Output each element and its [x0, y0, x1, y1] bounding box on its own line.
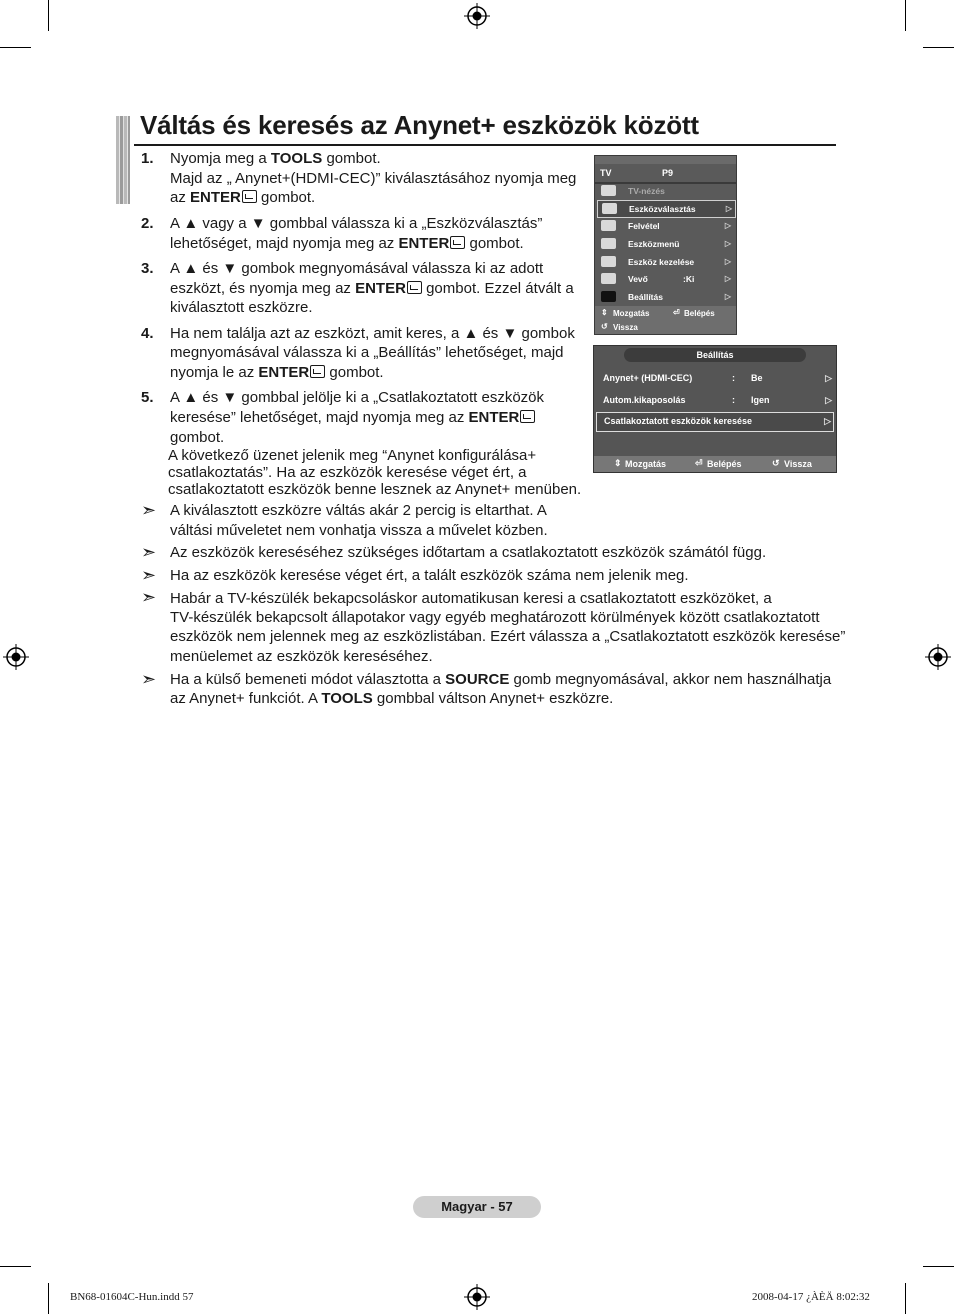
step-1-line: Nyomja meg a TOOLS gombot. — [170, 150, 381, 167]
step-5-extra-line: csatlakoztatás”. Ha az eszközök keresése véget ért, a — [168, 464, 527, 481]
crop-mark — [0, 47, 31, 48]
crop-mark — [48, 1283, 49, 1314]
step-number: 1. — [141, 150, 154, 167]
setup-menu-header: Beállítás — [624, 348, 806, 362]
menu-item-setup[interactable]: Beállítás ▷ — [597, 289, 734, 305]
arrow-right-icon: ▷ — [724, 257, 731, 266]
step-5-line: A ▲ és ▼ gombbal jelölje ki a „Csatlakoztatott eszközök — [170, 389, 545, 406]
move-icon: ⇕ — [614, 458, 622, 468]
menu-item-device-control[interactable]: Eszköz kezelése ▷ — [597, 254, 734, 270]
note-arrow-icon: ➣ — [141, 669, 157, 689]
move-icon: ⇕ — [601, 308, 608, 317]
step-5-line: keresése” lehetőséget, majd nyomja meg az ENTER — [170, 408, 535, 428]
registration-mark-icon — [925, 644, 951, 670]
menu-item-receiver[interactable]: Vevő :Ki ▷ — [597, 271, 734, 287]
setup-row-label: Anynet+ (HDMI-CEC) — [603, 373, 693, 383]
menu-item-tv: TV-nézés — [597, 183, 734, 199]
enter-icon: ⏎ — [695, 458, 703, 468]
page-number-badge: Magyar - 57 — [413, 1196, 541, 1218]
setup-row-label: Autom.kikaposolás — [603, 395, 686, 405]
arrow-right-icon: ▷ — [825, 395, 832, 405]
enter-icon — [242, 190, 257, 203]
title-decoration — [116, 116, 130, 204]
menu-top-strip — [595, 156, 736, 164]
enter-icon — [450, 236, 465, 249]
step-5-extra-line: csatlakoztatott eszközök benne lesznek az Anynet+ menüben. — [168, 481, 582, 498]
crop-mark — [923, 47, 954, 48]
crop-mark — [905, 0, 906, 31]
menu-item-device-menu[interactable]: Eszközmenü ▷ — [597, 236, 734, 252]
setup-menu-footer: ⇕ Mozgatás ⏎ Belépés ↺ Vissza — [594, 456, 836, 472]
crop-mark — [0, 1266, 31, 1267]
note-arrow-icon: ➣ — [141, 565, 157, 585]
step-5-line: gombot. — [170, 429, 225, 446]
arrow-right-icon: ▷ — [724, 239, 731, 248]
step-number: 4. — [141, 325, 154, 342]
crop-mark — [48, 0, 49, 31]
note-line: Habár a TV-készülék bekapcsoláskor automatikusan keresi a csatlakoztatott eszközöket, a — [170, 590, 772, 607]
menu-tv-label: TV — [600, 168, 612, 178]
arrow-right-icon: ▷ — [825, 373, 832, 383]
note-arrow-icon: ➣ — [141, 587, 157, 607]
step-2-line: A ▲ vagy a ▼ gombbal válassza ki a „Eszközválasztás” — [170, 215, 543, 232]
note-arrow-icon: ➣ — [141, 542, 157, 562]
arrow-right-icon: ▷ — [724, 274, 731, 283]
arrow-right-icon: ▷ — [725, 204, 732, 213]
registration-mark-icon — [3, 644, 29, 670]
control-icon — [601, 256, 616, 267]
step-2-line: lehetőséget, majd nyomja meg az ENTER gombot. — [170, 235, 524, 252]
enter-icon — [310, 365, 325, 378]
note-line: eszközök nem jelennek meg az eszközlistában. Ezért válassza a „Csatlakoztatott eszközök keresése” — [170, 628, 846, 645]
note-line: váltási műveletet nem vonhatja vissza a művelet közben. — [170, 522, 548, 539]
print-file-info: BN68-01604C-Hun.indd 57 — [70, 1291, 194, 1303]
menu-icon — [601, 238, 616, 249]
device-icon — [602, 203, 617, 214]
page-title: Váltás és keresés az Anynet+ eszközök között — [140, 110, 699, 140]
gear-icon — [601, 291, 616, 302]
arrow-right-icon: ▷ — [724, 292, 731, 301]
step-number: 5. — [141, 389, 154, 406]
enter-icon — [520, 410, 535, 423]
menu-footer: ⇕ Mozgatás ⏎ Belépés ↺ Vissza — [595, 306, 736, 334]
step-5-extra-line: A következő üzenet jelenik meg “Anynet konfigurálása+ — [168, 447, 537, 464]
arrow-right-icon: ▷ — [724, 221, 731, 230]
note-line: Ha a külső bemeneti módot választotta a SOURCE gomb megnyomásával, akkor nem használhatja — [170, 671, 832, 688]
step-4-line: megnyomásával válassza ki a „Beállítás” lehetőséget, majd — [170, 344, 564, 361]
registration-mark-icon — [464, 1284, 490, 1310]
step-3-line: eszközt, és nyomja meg az ENTER gombot. Ezzel átvált a — [170, 280, 574, 297]
note-line: Az eszközök kereséséhez szükséges időtartam a csatlakoztatott eszközök számától függ. — [170, 544, 767, 561]
menu-channel: P9 — [662, 168, 674, 178]
step-number: 3. — [141, 260, 154, 277]
crop-mark — [923, 1266, 954, 1267]
step-number: 2. — [141, 215, 154, 232]
step-1-line: Majd az „ Anynet+(HDMI-CEC)” kiválasztásához nyomja meg — [170, 170, 577, 187]
step-3-line: kiválasztott eszközre. — [170, 299, 313, 316]
note-line: az Anynet+ funkciót. A TOOLS gombbal váltson Anynet+ eszközre. — [170, 690, 614, 707]
step-3-line: A ▲ és ▼ gombok megnyomásával válassza ki az adott — [170, 260, 544, 277]
setup-row-value: Igen — [751, 395, 770, 405]
tv-menu-screenshot — [594, 155, 737, 335]
setup-menu-screenshot: Beállítás Anynet+ (HDMI-CEC) : Be ▷ Autom.kikaposolás : Igen ▷ Csatlakoztatott eszközök keresése ▷ ⇕ Mozgatás ⏎ Belépés ↺ Vissza — [593, 345, 837, 473]
note-line: A kiválasztott eszközre váltás akár 2 percig is eltarthat. A — [170, 502, 547, 519]
setup-row-value: Be — [751, 373, 763, 383]
step-4-line: Ha nem találja azt az eszközt, amit keres, a ▲ és ▼ gombok — [170, 325, 575, 342]
step-4-line: nyomja le az ENTER gombot. — [170, 364, 384, 381]
receiver-icon — [601, 273, 616, 284]
registration-mark-icon — [464, 3, 490, 29]
title-rule — [134, 144, 836, 146]
note-line: menüelemet az eszközök kereséséhez. — [170, 648, 433, 665]
note-arrow-icon: ➣ — [141, 500, 157, 520]
arrow-right-icon: ▷ — [824, 416, 831, 426]
return-icon: ↺ — [772, 458, 780, 468]
search-devices-item[interactable]: Csatlakoztatott eszközök keresése ▷ — [596, 412, 834, 432]
menu-item-device-select[interactable]: Eszközválasztás ▷ — [597, 200, 736, 218]
crop-mark — [905, 1283, 906, 1314]
return-icon: ↺ — [601, 322, 608, 331]
tv-icon — [601, 185, 616, 196]
step-1-line: az ENTER gombot. — [170, 189, 316, 206]
menu-item-record[interactable]: Felvétel ▷ — [597, 218, 734, 234]
enter-icon: ⏎ — [673, 308, 680, 317]
note-line: TV-készülék bekapcsolt állapotakor vagy egyéb meghatározott körülmények között csatlakoztatott — [170, 609, 820, 626]
enter-icon — [407, 281, 422, 294]
print-date-info: 2008-04-17 ¿ÀÈÄ 8:02:32 — [752, 1291, 870, 1303]
note-line: Ha az eszközök keresése véget ért, a talált eszközök száma nem jelenik meg. — [170, 567, 689, 584]
record-icon — [601, 220, 616, 231]
